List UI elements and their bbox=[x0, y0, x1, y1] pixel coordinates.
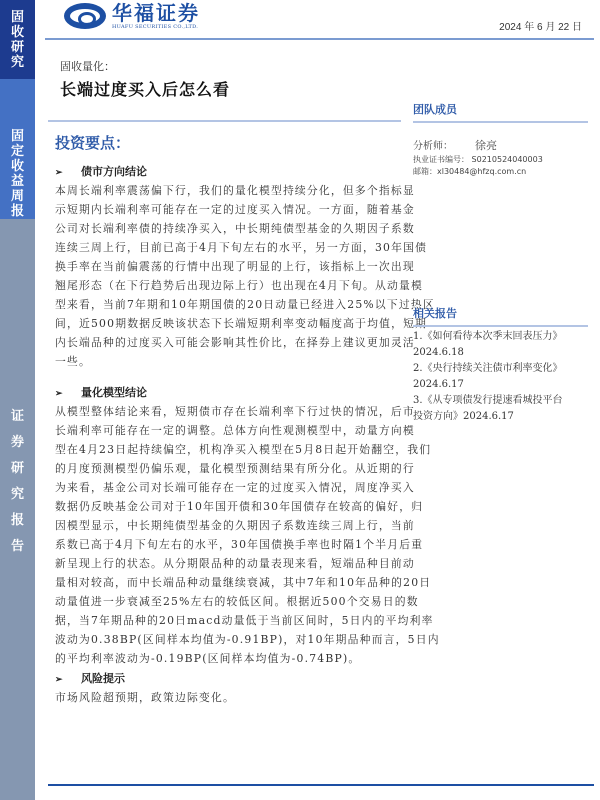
paragraph-line: 动量值进一步衰减至25%左右的较低区间。根据近500个交易日的数 bbox=[55, 595, 419, 608]
paragraph-line: 量相对较高，而中长端品种动量继续衰减，其中7年和10年品种的20日 bbox=[55, 576, 432, 589]
related-heading: 相关报告 bbox=[413, 305, 588, 327]
analyst-name: 徐亮 bbox=[475, 139, 497, 152]
sidebar-char: 收 bbox=[10, 25, 24, 40]
team-heading: 团队成员 bbox=[413, 101, 588, 123]
sidebar-char: 固 bbox=[10, 10, 24, 25]
paragraph-line: 波动为0.38BP(区间样本均值为-0.91BP)，对10年期品种而言，5日内 bbox=[55, 633, 440, 646]
sidebar-char: 究 bbox=[10, 55, 24, 70]
paragraph-line: 型来看，当前7年期和10年期国债的20日动量已经进入25%以下过热区 bbox=[55, 298, 435, 311]
sidebar-fixed-income-research bbox=[0, 0, 35, 79]
paragraph-line: 换手率在当前偏震荡的行情中出现了明显的上行，该指标上一次出现 bbox=[55, 260, 415, 273]
company-logo bbox=[64, 2, 200, 30]
sidebar-char: 周 bbox=[10, 189, 24, 204]
divider bbox=[48, 120, 401, 122]
paragraph-line: 间，近500期数据反映该状态下长端短期利率变动幅度高于均值，短期 bbox=[55, 317, 428, 330]
section-risk bbox=[55, 670, 415, 707]
sidebar-char: 报 bbox=[10, 513, 24, 528]
cert-number: S0210524040003 bbox=[471, 155, 543, 164]
paragraph-line: 示短期内长端利率可能存在一定的过度买入情况。一方面，随着基金 bbox=[55, 203, 415, 216]
sidebar-char: 券 bbox=[10, 435, 24, 450]
report-category: 固收量化： bbox=[60, 60, 115, 73]
sidebar-char: 证 bbox=[10, 409, 24, 424]
paragraph-line: 系数已高于4月下旬左右的水平，30年国债换手率也时隔1个半月后重 bbox=[55, 538, 424, 551]
related-report-line[interactable]: 2024.6.17 bbox=[413, 379, 464, 390]
related-report-line[interactable]: 2024.6.18 bbox=[413, 347, 464, 358]
related-report-line[interactable]: 3.《从专项债发行提速看城投平台 bbox=[413, 395, 563, 406]
paragraph-line: 数据仍反映基金公司对于10年国开债和30年国债存在较高的偏好，归 bbox=[55, 500, 424, 513]
paragraph-line: 为来看，基金公司对长端可能存在一定的过度买入情况，周度净买入 bbox=[55, 481, 415, 494]
paragraph-line: 一些。 bbox=[55, 355, 91, 368]
related-report-line[interactable]: 1.《如何看待本次季末回表压力》 bbox=[413, 331, 563, 342]
section-heading-text: 债市方向结论 bbox=[81, 165, 147, 178]
sidebar-char: 究 bbox=[10, 487, 24, 502]
section-heading bbox=[55, 384, 415, 402]
analyst-label: 分析师： bbox=[413, 141, 453, 152]
section-heading-text: 风险提示 bbox=[81, 672, 125, 685]
arrow-bullet-icon: ➢ bbox=[55, 389, 63, 399]
sidebar-securities-report bbox=[0, 219, 35, 800]
paragraph-line: 的月度预测模型仍偏乐观，量化模型预测结果有所分化。从近期的行 bbox=[55, 462, 415, 475]
sidebar-char: 研 bbox=[10, 461, 24, 476]
sidebar-char: 益 bbox=[10, 174, 24, 189]
paragraph-line: 从模型整体结论来看，短期债市存在长端利率下行过快的情况，后市 bbox=[55, 405, 415, 418]
footer-divider bbox=[48, 784, 594, 786]
paragraph-line: 的平均利率波动为-0.19BP(区间样本均值为-0.74BP)。 bbox=[55, 652, 361, 665]
paragraph-line: 市场风险超预期，政策边际变化。 bbox=[55, 691, 235, 704]
logo-icon bbox=[64, 3, 106, 29]
paragraph-line: 翘尾形态（在下行趋势后出现边际上行）也出现在4月下旬。从动量模 bbox=[55, 279, 423, 292]
logo-cn: 华福证券 bbox=[112, 1, 200, 25]
paragraph-line: 新呈现上行的状态。从分期限品种的动量表现来看，短端品种目前动 bbox=[55, 557, 415, 570]
email-link[interactable]: xl30484@hfzq.com.cn bbox=[437, 167, 527, 176]
section-heading bbox=[55, 670, 415, 688]
sidebar-char: 固 bbox=[10, 129, 24, 144]
paragraph-line: 内长端品种的过度买入可能会影响其性价比，在择券上建议更加灵活 bbox=[55, 336, 415, 349]
paragraph-line: 型在4月23日起持续偏空，机构净买入模型在5月8日起开始翻空，我们 bbox=[55, 443, 432, 456]
logo-en: HUAFU SECURITIES CO.,LTD. bbox=[112, 24, 199, 30]
key-points-heading: 投资要点： bbox=[55, 134, 131, 152]
cert-label: 执业证书编号： bbox=[413, 155, 469, 164]
paragraph-line: 据，当7年期品种的20日macd动量低于当前区间时，5日内的平均利率 bbox=[55, 614, 434, 627]
paragraph-line: 连续三周上行，目前已高于4月下旬左右的水平，另一方面，30年国债 bbox=[55, 241, 428, 254]
paragraph-line: 本周长端利率震荡偏下行，我们的量化模型持续分化，但多个指标显 bbox=[55, 184, 415, 197]
report-title: 长端过度买入后怎么看 bbox=[60, 80, 231, 99]
sidebar-weekly-report bbox=[0, 79, 35, 219]
section-heading bbox=[55, 163, 415, 181]
related-report-line[interactable]: 2.《央行持续关注债市利率变化》 bbox=[413, 363, 563, 374]
related-report-line[interactable]: 投资方向》2024.6.17 bbox=[413, 411, 514, 422]
arrow-bullet-icon: ➢ bbox=[55, 168, 63, 178]
team-panel bbox=[413, 101, 588, 178]
sidebar-char: 研 bbox=[10, 40, 24, 55]
sidebar-char: 定 bbox=[10, 144, 24, 159]
report-date: 2024 年 6 月 22 日 bbox=[499, 22, 582, 33]
section-heading-text: 量化模型结论 bbox=[81, 386, 147, 399]
paragraph-line: 长端利率可能存在一定的调整。总体方向性观测模型中，动量方向模 bbox=[55, 424, 415, 437]
arrow-bullet-icon: ➢ bbox=[55, 675, 63, 685]
paragraph-line: 公司对长端利率债的持续净买入，中长期纯债型基金的久期因子系数 bbox=[55, 222, 415, 235]
section-quant-model bbox=[55, 384, 440, 668]
paragraph-line: 因模型显示，中长期纯债型基金的久期因子系数连续三周上行，当前 bbox=[55, 519, 415, 532]
sidebar-char: 告 bbox=[10, 539, 24, 554]
sidebar-char: 收 bbox=[10, 159, 24, 174]
email-label: 邮箱： bbox=[413, 167, 437, 176]
sidebar-char: 报 bbox=[10, 204, 24, 219]
header-divider bbox=[45, 38, 594, 40]
related-reports bbox=[413, 305, 588, 425]
